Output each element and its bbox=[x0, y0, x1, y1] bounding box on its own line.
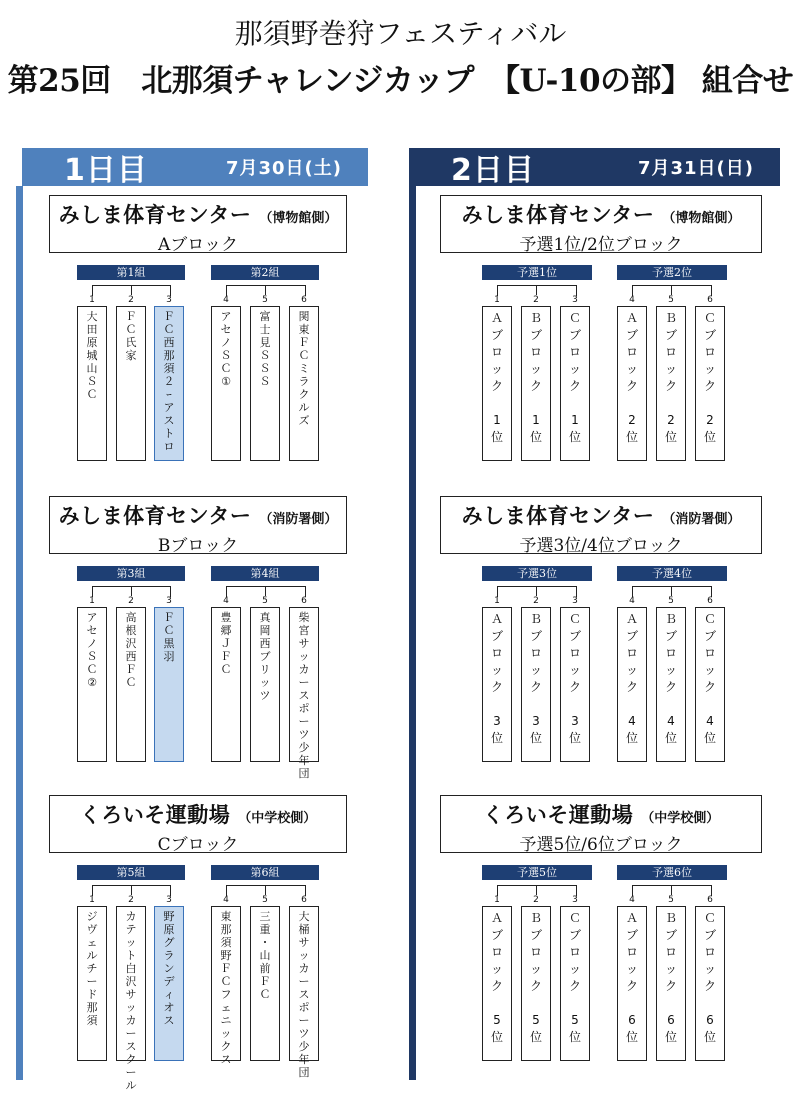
slot-gap bbox=[696, 696, 724, 713]
team-number: 5 bbox=[262, 295, 268, 305]
group-label: 第6組 bbox=[211, 865, 319, 880]
bracket-tick bbox=[131, 586, 132, 596]
placeholder-slot bbox=[695, 607, 725, 762]
slot-rank: 6 位 bbox=[703, 1013, 716, 1044]
bracket-tick bbox=[671, 285, 672, 295]
team-card bbox=[116, 607, 146, 762]
team-name: Ａ ブ ロ ッ ク bbox=[490, 311, 503, 393]
day2-header bbox=[409, 148, 780, 186]
team-card bbox=[154, 306, 184, 461]
day2-date: 7月31日(日) bbox=[637, 158, 754, 179]
page-subtitle: 第25回 北那須チャレンジカップ 【U-10の部】 組合せ bbox=[7, 63, 794, 99]
group-label: 予選2位 bbox=[617, 265, 727, 280]
block-name: 予選1位/2位ブロック bbox=[519, 235, 683, 255]
team-name: Ａ ブ ロ ッ ク bbox=[490, 911, 503, 993]
team-card bbox=[250, 306, 280, 461]
venue-box bbox=[49, 195, 347, 253]
venue-name: みしま体育センター bbox=[58, 203, 252, 227]
team-name: Ｆ Ｃ 西 那 須 ２ ｰ ア ス ト ロ bbox=[163, 310, 175, 453]
team-name: 野 原 グ ラ ン デ ィ オ ス bbox=[163, 910, 175, 1027]
team-card bbox=[211, 607, 241, 762]
team-name: 関 東 Ｆ Ｃ ミ ラ ク ル ズ bbox=[298, 310, 310, 427]
team-name: Ａ ブ ロ ッ ク bbox=[625, 612, 638, 694]
slot-rank: 6 位 bbox=[664, 1013, 677, 1044]
slot-rank: 1 位 bbox=[529, 413, 542, 444]
team-name: 大 桶 サ ッ カ ー ス ポ ー ツ 少 年 団 bbox=[298, 910, 310, 1079]
team-card bbox=[250, 906, 280, 1061]
placeholder-slot bbox=[521, 906, 551, 1061]
team-number: 6 bbox=[301, 596, 307, 606]
team-number: 3 bbox=[572, 895, 578, 905]
team-number: 4 bbox=[629, 295, 635, 305]
team-number: 6 bbox=[301, 295, 307, 305]
venue-heading bbox=[50, 500, 346, 530]
slot-gap bbox=[522, 696, 550, 713]
slot-gap bbox=[696, 395, 724, 412]
slot-rank: 4 位 bbox=[664, 714, 677, 745]
group-label: 第5組 bbox=[77, 865, 185, 880]
slot-rank: 4 位 bbox=[703, 714, 716, 745]
slot-gap bbox=[561, 696, 589, 713]
slot-rank: 6 位 bbox=[625, 1013, 638, 1044]
placeholder-slot bbox=[617, 607, 647, 762]
team-name: Ｃ ブ ロ ッ ク bbox=[703, 612, 716, 694]
team-number: 2 bbox=[533, 596, 539, 606]
bracket-tick bbox=[265, 285, 266, 295]
day1-rail bbox=[16, 186, 23, 1080]
placeholder-slot bbox=[656, 306, 686, 461]
team-name: ア セ ノ Ｓ Ｃ ② bbox=[86, 611, 98, 689]
team-number: 5 bbox=[262, 895, 268, 905]
team-number: 1 bbox=[89, 596, 95, 606]
team-name: Ｂ ブ ロ ッ ク bbox=[664, 612, 677, 694]
team-name: Ｃ ブ ロ ッ ク bbox=[568, 612, 581, 694]
team-name: 大 田 原 城 山 Ｓ Ｃ bbox=[86, 310, 98, 401]
team-number: 5 bbox=[262, 596, 268, 606]
team-card bbox=[289, 607, 319, 780]
venue-side: （博物館側） bbox=[259, 211, 338, 226]
team-number: 2 bbox=[128, 895, 134, 905]
team-card bbox=[77, 306, 107, 461]
venue-box bbox=[49, 496, 347, 554]
venue-heading bbox=[441, 500, 761, 530]
team-name: ア セ ノ Ｓ Ｃ ① bbox=[220, 310, 232, 388]
placeholder-slot bbox=[617, 306, 647, 461]
page-title: 那須野巻狩フェスティバル bbox=[234, 17, 567, 50]
day2-label: 2日目 bbox=[451, 153, 535, 188]
bracket-tick bbox=[265, 885, 266, 895]
venue-name: くろいそ運動場 bbox=[79, 803, 231, 827]
slot-rank: 5 位 bbox=[568, 1013, 581, 1044]
slot-gap bbox=[657, 696, 685, 713]
placeholder-slot bbox=[560, 607, 590, 762]
team-number: 5 bbox=[668, 596, 674, 606]
slot-gap bbox=[522, 395, 550, 412]
slot-rank: 2 位 bbox=[625, 413, 638, 444]
team-number: 3 bbox=[166, 295, 172, 305]
team-name: Ｃ ブ ロ ッ ク bbox=[703, 911, 716, 993]
venue-name: みしま体育センター bbox=[58, 504, 252, 528]
bracket-tick bbox=[671, 586, 672, 596]
group-label: 予選6位 bbox=[617, 865, 727, 880]
team-number: 2 bbox=[533, 895, 539, 905]
block-name: Aブロック bbox=[158, 235, 238, 255]
team-name: Ｂ ブ ロ ッ ク bbox=[529, 911, 542, 993]
team-number: 5 bbox=[668, 895, 674, 905]
slot-rank: 3 位 bbox=[490, 714, 503, 745]
venue-box bbox=[49, 795, 347, 853]
venue-name: みしま体育センター bbox=[461, 203, 655, 227]
placeholder-slot bbox=[521, 306, 551, 461]
slot-rank: 4 位 bbox=[625, 714, 638, 745]
group-label: 第2組 bbox=[211, 265, 319, 280]
placeholder-slot bbox=[656, 607, 686, 762]
group-label: 第1組 bbox=[77, 265, 185, 280]
block-name: 予選5位/6位ブロック bbox=[519, 835, 683, 855]
team-card bbox=[289, 306, 319, 461]
team-number: 6 bbox=[707, 295, 713, 305]
venue-side: （中学校側） bbox=[238, 811, 317, 826]
team-name: 東 那 須 野 Ｆ Ｃ フ ェ ニ ッ ク ス bbox=[220, 910, 232, 1066]
block-name: Cブロック bbox=[157, 835, 239, 855]
placeholder-slot bbox=[617, 906, 647, 1061]
venue-name: くろいそ運動場 bbox=[482, 803, 634, 827]
slot-gap bbox=[657, 395, 685, 412]
block-name: Bブロック bbox=[157, 536, 239, 556]
team-name: Ｂ ブ ロ ッ ク bbox=[529, 311, 542, 393]
placeholder-slot bbox=[482, 607, 512, 762]
group-label: 予選3位 bbox=[482, 566, 592, 581]
placeholder-slot bbox=[560, 906, 590, 1061]
team-number: 2 bbox=[128, 295, 134, 305]
slot-gap bbox=[483, 696, 511, 713]
slot-gap bbox=[618, 995, 646, 1012]
team-number: 4 bbox=[223, 895, 229, 905]
venue-side: （中学校側） bbox=[641, 811, 720, 826]
placeholder-slot bbox=[695, 306, 725, 461]
team-number: 3 bbox=[572, 295, 578, 305]
placeholder-slot bbox=[695, 906, 725, 1061]
slot-rank: 3 位 bbox=[529, 714, 542, 745]
team-number: 2 bbox=[533, 295, 539, 305]
team-name: 三 重 ・ 山 前 Ｆ Ｃ bbox=[259, 910, 271, 1001]
team-name: Ｃ ブ ロ ッ ク bbox=[568, 311, 581, 393]
team-number: 4 bbox=[629, 596, 635, 606]
team-number: 4 bbox=[629, 895, 635, 905]
slot-rank: 3 位 bbox=[568, 714, 581, 745]
venue-name: みしま体育センター bbox=[461, 504, 655, 528]
bracket-tick bbox=[131, 285, 132, 295]
team-card bbox=[154, 607, 184, 762]
team-number: 1 bbox=[494, 596, 500, 606]
team-name: 高 根 沢 西 Ｆ Ｃ bbox=[125, 611, 137, 689]
bracket-tick bbox=[536, 586, 537, 596]
slot-gap bbox=[618, 696, 646, 713]
venue-box bbox=[440, 795, 762, 853]
team-number: 2 bbox=[128, 596, 134, 606]
day2-rail bbox=[409, 186, 416, 1080]
team-number: 1 bbox=[89, 895, 95, 905]
placeholder-slot bbox=[521, 607, 551, 762]
day1-header bbox=[16, 148, 368, 186]
team-number: 1 bbox=[494, 295, 500, 305]
day1-label: 1日目 bbox=[64, 153, 148, 188]
team-name: Ａ ブ ロ ッ ク bbox=[625, 311, 638, 393]
team-card bbox=[154, 906, 184, 1061]
placeholder-slot bbox=[482, 306, 512, 461]
team-name: 富 士 見 Ｓ Ｓ Ｓ bbox=[259, 310, 271, 388]
team-card bbox=[116, 306, 146, 461]
venue-box bbox=[440, 496, 762, 554]
team-number: 5 bbox=[668, 295, 674, 305]
team-name: カ テ ッ ト 白 沢 サ ッ カ ー ス ク ー ル bbox=[125, 910, 137, 1092]
team-number: 3 bbox=[166, 596, 172, 606]
slot-rank: 2 位 bbox=[703, 413, 716, 444]
placeholder-slot bbox=[560, 306, 590, 461]
team-number: 4 bbox=[223, 295, 229, 305]
slot-gap bbox=[561, 995, 589, 1012]
team-name: Ｂ ブ ロ ッ ク bbox=[664, 311, 677, 393]
group-label: 第4組 bbox=[211, 566, 319, 581]
venue-side: （消防署側） bbox=[662, 512, 741, 527]
group-label: 第3組 bbox=[77, 566, 185, 581]
team-number: 6 bbox=[707, 596, 713, 606]
venue-side: （博物館側） bbox=[662, 211, 741, 226]
team-number: 6 bbox=[301, 895, 307, 905]
slot-gap bbox=[696, 995, 724, 1012]
venue-heading bbox=[50, 199, 346, 229]
group-label: 予選4位 bbox=[617, 566, 727, 581]
team-name: 真 岡 西 ブ リ ッ ツ bbox=[259, 611, 271, 702]
team-name: 豊 郷 Ｊ Ｆ Ｃ bbox=[220, 611, 232, 676]
team-name: 柴 宮 サ ッ カ ー ス ポ ー ツ 少 年 団 bbox=[298, 611, 310, 780]
venue-heading bbox=[441, 199, 761, 229]
bracket-tick bbox=[536, 885, 537, 895]
group-label: 予選1位 bbox=[482, 265, 592, 280]
slot-rank: 2 位 bbox=[664, 413, 677, 444]
placeholder-slot bbox=[482, 906, 512, 1061]
slot-rank: 1 位 bbox=[490, 413, 503, 444]
team-card bbox=[289, 906, 319, 1079]
slot-rank: 5 位 bbox=[529, 1013, 542, 1044]
team-name: Ｃ ブ ロ ッ ク bbox=[703, 311, 716, 393]
slot-rank: 5 位 bbox=[490, 1013, 503, 1044]
group-label: 予選5位 bbox=[482, 865, 592, 880]
slot-gap bbox=[483, 395, 511, 412]
team-number: 1 bbox=[89, 295, 95, 305]
bracket-tick bbox=[671, 885, 672, 895]
team-name: Ｂ ブ ロ ッ ク bbox=[529, 612, 542, 694]
team-card bbox=[211, 306, 241, 461]
placeholder-slot bbox=[656, 906, 686, 1061]
venue-side: （消防署側） bbox=[259, 512, 338, 527]
slot-gap bbox=[561, 395, 589, 412]
slot-rank: 1 位 bbox=[568, 413, 581, 444]
team-card bbox=[77, 906, 107, 1061]
team-card bbox=[250, 607, 280, 762]
slot-gap bbox=[618, 395, 646, 412]
block-name: 予選3位/4位ブロック bbox=[519, 536, 683, 556]
bracket-tick bbox=[265, 586, 266, 596]
team-number: 3 bbox=[166, 895, 172, 905]
day1-date: 7月30日(土) bbox=[225, 158, 342, 179]
team-card bbox=[211, 906, 241, 1066]
bracket-tick bbox=[536, 285, 537, 295]
team-number: 4 bbox=[223, 596, 229, 606]
slot-gap bbox=[657, 995, 685, 1012]
team-name: Ｆ Ｃ 黒 羽 bbox=[163, 611, 175, 663]
team-name: Ａ ブ ロ ッ ク bbox=[625, 911, 638, 993]
team-number: 1 bbox=[494, 895, 500, 905]
slot-gap bbox=[522, 995, 550, 1012]
team-name: Ｃ ブ ロ ッ ク bbox=[568, 911, 581, 993]
team-number: 3 bbox=[572, 596, 578, 606]
bracket-tick bbox=[131, 885, 132, 895]
team-name: ジ ヴ ェ ル チ ー ド 那 須 bbox=[86, 910, 98, 1027]
team-card bbox=[77, 607, 107, 762]
slot-gap bbox=[483, 995, 511, 1012]
team-card bbox=[116, 906, 146, 1092]
venue-heading bbox=[50, 799, 346, 829]
team-number: 6 bbox=[707, 895, 713, 905]
venue-heading bbox=[441, 799, 761, 829]
team-name: Ａ ブ ロ ッ ク bbox=[490, 612, 503, 694]
team-name: Ｂ ブ ロ ッ ク bbox=[664, 911, 677, 993]
team-name: Ｆ Ｃ 氏 家 bbox=[125, 310, 137, 362]
venue-box bbox=[440, 195, 762, 253]
